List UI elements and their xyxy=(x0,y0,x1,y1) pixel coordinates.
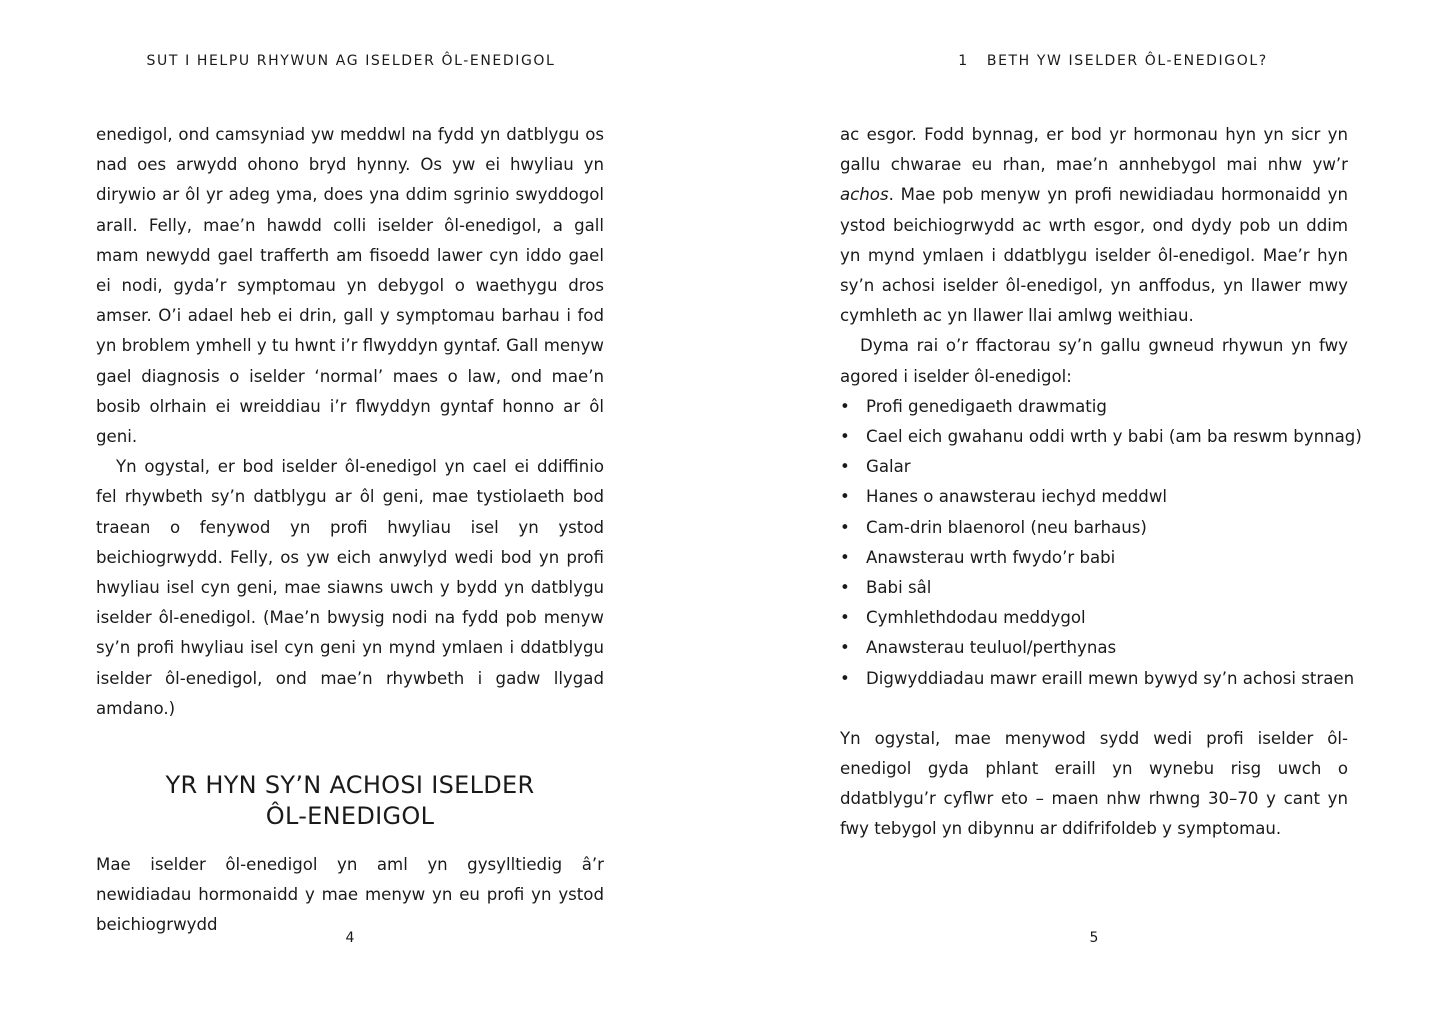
bullet-icon: • xyxy=(840,547,850,567)
list-item xyxy=(840,513,1348,543)
list-item-text: Galar xyxy=(866,457,911,477)
list-item-text: Babi sâl xyxy=(866,578,932,598)
list-item xyxy=(840,664,1355,694)
list-item-text: Profi genedigaeth drawmatig xyxy=(866,396,1107,416)
body-paragraph-4 xyxy=(840,120,1348,331)
risk-factor-list xyxy=(840,392,1362,694)
bullet-icon: • xyxy=(840,668,850,688)
para4-italic-word: achos xyxy=(840,185,889,205)
section-heading xyxy=(96,770,604,832)
right-page xyxy=(722,0,1444,1017)
para4-text-end: . Mae pob menyw yn profi newidiadau hormonaidd yn ystod beichiogrwydd ac wrth esgor, ond dydy pob un ddim yn mynd ymlaen i ddatblygu iselder ôl-enedigol. Mae’r hyn sy’n achosi iselder ôl-enedigol, yn anffodus, yn llawer mwy cymhleth ac yn llawer llai amlwg weithiau. xyxy=(840,185,1348,326)
list-item xyxy=(840,633,1348,663)
section-heading-line-2: ÔL-ENEDIGOL xyxy=(265,802,435,831)
page-number-left: 4 xyxy=(345,930,355,946)
bullet-icon: • xyxy=(840,396,850,416)
bullet-icon: • xyxy=(840,427,850,447)
running-head-left: SUT I HELPU RHYWUN AG ISELDER ÔL-ENEDIGOL xyxy=(146,53,556,69)
bullet-icon: • xyxy=(840,517,850,537)
running-head-right: 1 BETH YW ISELDER ÔL-ENEDIGOL? xyxy=(958,53,1268,69)
list-item-text: Cam-drin blaenorol (neu barhaus) xyxy=(866,517,1147,537)
body-paragraph-3: Mae iselder ôl-enedigol yn aml yn gysylltiedig â’r newidiadau hormonaidd y mae menyw yn eu profi yn ystod beichiogrwydd xyxy=(96,855,604,935)
bullet-icon: • xyxy=(840,457,850,477)
page-number-right: 5 xyxy=(1089,930,1099,946)
left-page xyxy=(0,0,722,1017)
list-item-text: Hanes o anawsterau iechyd meddwl xyxy=(866,487,1167,507)
list-item-text: Digwyddiadau mawr eraill mewn bywyd sy’n achosi straen xyxy=(866,668,1355,688)
list-item xyxy=(840,543,1348,573)
list-item-text: Anawsterau wrth fwydo’r babi xyxy=(866,547,1116,567)
bullet-icon: • xyxy=(840,638,850,658)
body-paragraph-2: Yn ogystal, er bod iselder ôl-enedigol yn cael ei ddiffinio fel rhywbeth sy’n datblygu ar ôl geni, mae tystiolaeth bod traean o fenywod yn profi hwyliau isel yn ystod beichiogrwydd. Felly, os yw eich anwylyd wedi bod yn profi hwyliau isel cyn geni, mae siawns uwch y bydd yn datblygu iselder ôl-enedigol. (Mae’n bwysig nodi na fydd pob menyw sy’n profi hwyliau isel cyn geni yn mynd ymlaen i ddatblygu iselder ôl-enedigol, ond mae’n rhywbeth i gadw llygad amdano.) xyxy=(96,457,604,718)
list-item-text: Anawsterau teuluol/perthynas xyxy=(866,638,1117,658)
list-item xyxy=(840,452,1348,482)
list-item xyxy=(840,573,1348,603)
right-text-block xyxy=(840,120,1362,845)
bullet-icon: • xyxy=(840,487,850,507)
list-item xyxy=(840,422,1362,452)
para4-text-start: ac esgor. Fodd bynnag, er bod yr hormonau hyn yn sicr yn gallu chwarae eu rhan, mae’n annhebygol mai nhw yw’r xyxy=(840,125,1348,175)
body-paragraph-6: Yn ogystal, mae menywod sydd wedi profi iselder ôl-enedigol gyda phlant eraill yn wynebu risg uwch o ddatblygu’r cyflwr eto – maen nhw rhwng 30–70 y cant yn fwy tebygol yn dibynnu ar ddifrifoldeb y symptomau. xyxy=(840,728,1348,839)
list-item xyxy=(840,392,1348,422)
section-heading-line-1: YR HYN SY’N ACHOSI ISELDER xyxy=(165,771,535,800)
list-item xyxy=(840,482,1348,512)
list-item-text: Cael eich gwahanu oddi wrth y babi (am ba reswm bynnag) xyxy=(866,427,1362,447)
list-item xyxy=(840,603,1348,633)
left-text-block xyxy=(96,120,604,941)
paragraph-spacer xyxy=(840,694,1348,724)
list-item-text: Cymhlethdodau meddygol xyxy=(866,608,1086,628)
body-paragraph-1: enedigol, ond camsyniad yw meddwl na fydd yn datblygu os nad oes arwydd ohono bryd hynny. Os yw ei hwyliau yn dirywio ar ôl yr adeg yma, does yna ddim sgrinio swyddogol arall. Felly, mae’n hawdd colli iselder ôl-enedigol, a gall mam newydd gael trafferth am fisoedd lawer cyn iddo gael ei nodi, gyda’r symptomau yn debygol o waethygu dros amser. O’i adael heb ei drin, gall y symptomau barhau i fod yn broblem ymhell y tu hwnt i’r flwyddyn gyntaf. Gall menyw gael diagnosis o iselder ‘normal’ maes o law, ond mae’n bosib olrhain ei wreiddiau i’r flwyddyn gyntaf honno ar ôl geni. xyxy=(96,125,604,447)
body-paragraph-5: Dyma rai o’r ffactorau sy’n gallu gwneud rhywun yn fwy agored i iselder ôl-enedigol: xyxy=(840,336,1348,386)
bullet-icon: • xyxy=(840,608,850,628)
bullet-icon: • xyxy=(840,578,850,598)
